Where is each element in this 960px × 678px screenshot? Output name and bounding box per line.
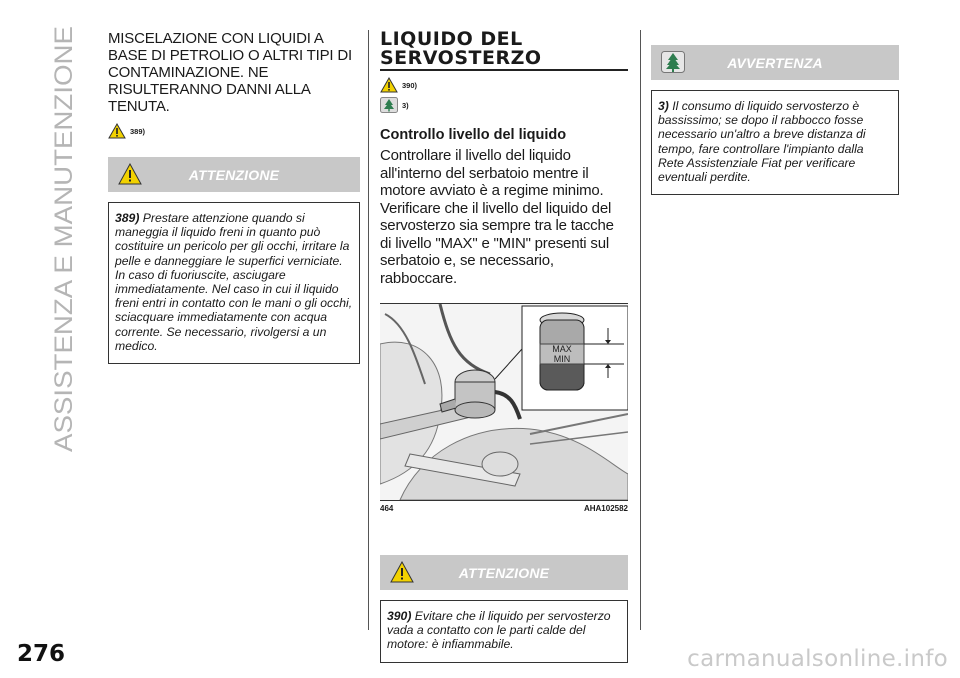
warning-box-header bbox=[108, 157, 360, 192]
reference-warning bbox=[380, 77, 628, 93]
warning-ref: 389) bbox=[115, 211, 140, 225]
warning-box bbox=[108, 157, 360, 364]
section-title-line1: LIQUIDO DEL bbox=[380, 28, 523, 50]
column-divider bbox=[368, 30, 369, 630]
figure-code: AHA102582 bbox=[583, 504, 628, 513]
max-label: MAX bbox=[552, 344, 572, 354]
warning-box-2-body bbox=[380, 600, 628, 663]
warning-2-text: Evitare che il liquido per servosterzo vada a contatto con le parti calde del motore: è infiammabile. bbox=[387, 609, 611, 652]
reference-note bbox=[108, 123, 360, 139]
warning-text: Prestare attenzione quando si maneggia il liquido freni in quanto può costituire un pericolo per gli occhi, irritare la pelle e danneggiare le superfici verniciate. In caso di fuoriuscite, asciugare immediatamente. Nel caso in cui il liquido freni entri in contatto con le mani o gli occhi, sciacquare immediatamente con acqua corrente. Se necessario, rivolgersi a un medico. bbox=[115, 211, 353, 353]
column-2 bbox=[380, 30, 628, 663]
figure-caption bbox=[380, 504, 628, 513]
section-title bbox=[380, 30, 628, 68]
column-divider bbox=[640, 30, 641, 630]
title-rule bbox=[380, 69, 628, 71]
warning-box-body bbox=[108, 202, 360, 364]
min-label: MIN bbox=[553, 354, 571, 364]
reservoir-figure bbox=[380, 303, 628, 501]
intro-text: MISCELAZIONE CON LIQUIDI A BASE DI PETROLIO O ALTRI TIPI DI CONTAMINAZIONE. NE RISULTERANNO DANNI ALLA TENUTA. bbox=[108, 30, 352, 115]
reference-warning-label: 390) bbox=[402, 80, 418, 90]
warning-triangle-icon bbox=[118, 163, 142, 185]
warning-box-2-title: ATTENZIONE bbox=[458, 564, 550, 581]
reference-environment bbox=[380, 97, 628, 113]
warning-triangle-icon bbox=[380, 77, 398, 93]
watermark: carmanualsonline.info bbox=[687, 646, 948, 672]
environment-box-header bbox=[651, 45, 899, 80]
environment-box-body bbox=[651, 90, 899, 195]
warning-triangle-icon bbox=[108, 123, 126, 139]
side-section-title bbox=[50, 24, 78, 454]
warning-box-2-header bbox=[380, 555, 628, 590]
warning-2-ref: 390) bbox=[387, 609, 412, 623]
page-number: 276 bbox=[17, 641, 66, 667]
column-1 bbox=[108, 30, 360, 364]
reference-environment-label: 3) bbox=[402, 100, 409, 110]
warning-box-2 bbox=[380, 555, 628, 663]
reference-note-label: 389) bbox=[130, 126, 146, 136]
side-section-title-text: ASSISTENZA E MANUTENZIONE bbox=[50, 67, 78, 452]
environment-tree-icon bbox=[661, 51, 685, 73]
environment-box-title: AVVERTENZA bbox=[727, 54, 823, 71]
environment-text: Il consumo di liquido servosterzo è bassissimo; se dopo il rabbocco fosse necessario un'altro a breve distanza di tempo, fare controllare l'impianto dalla Rete Assistenziale Fiat per verificare eventuali perdite. bbox=[658, 99, 866, 185]
figure-number: 464 bbox=[380, 504, 394, 513]
body-text: Controllare il livello del liquido all'interno del serbatoio mentre il motore avviato è a regime minimo. Verificare che il livello del liquido del servosterzo sia sempre tra le tacche di livello "MAX" e "MIN" presenti sul serbatoio e, se necessario, rabboccare. bbox=[380, 147, 614, 287]
environment-tree-icon bbox=[380, 97, 398, 113]
environment-box bbox=[651, 45, 899, 195]
warning-box-title: ATTENZIONE bbox=[188, 166, 280, 183]
warning-triangle-icon bbox=[390, 561, 414, 583]
engine-bay-illustration bbox=[380, 304, 628, 500]
subtitle: Controllo livello del liquido bbox=[380, 127, 567, 143]
column-3 bbox=[651, 45, 899, 195]
environment-ref: 3) bbox=[658, 99, 669, 113]
section-title-line2: SERVOSTERZO bbox=[380, 47, 542, 69]
